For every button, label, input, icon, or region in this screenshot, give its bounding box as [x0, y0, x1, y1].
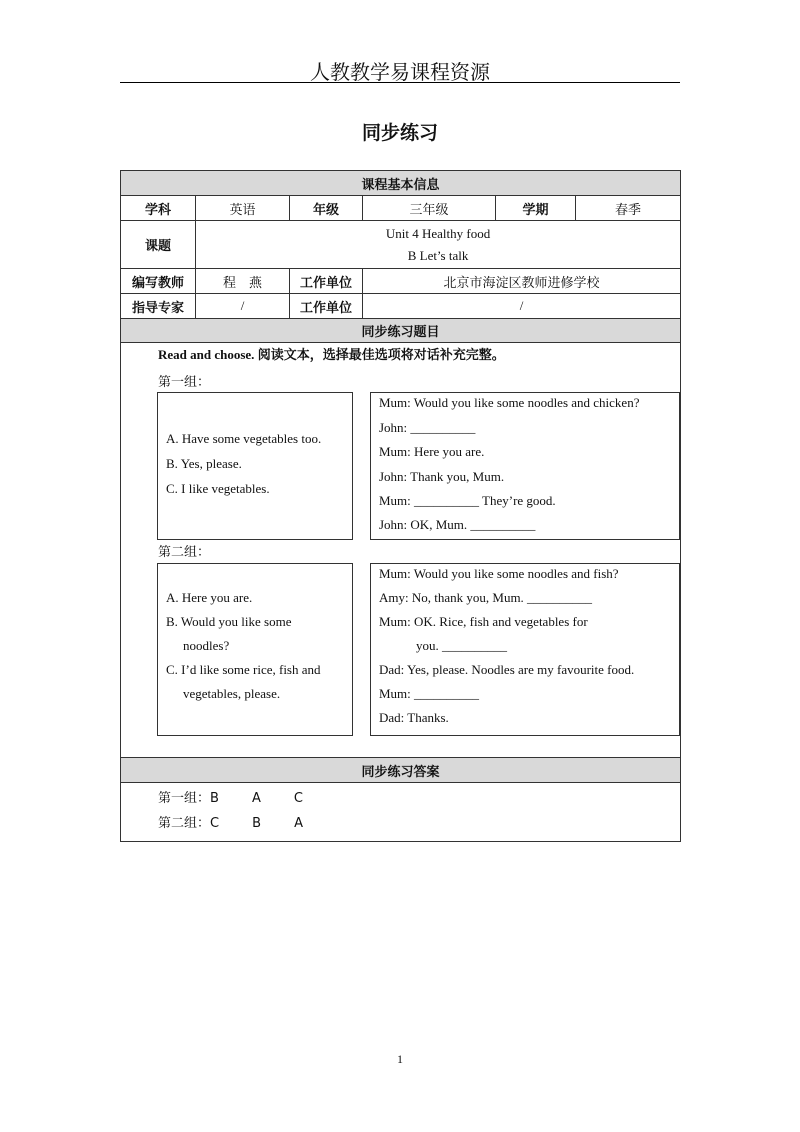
document-header: 人教教学易课程资源 — [310, 60, 490, 84]
page-number: 1 — [397, 1052, 403, 1066]
group2-dialogue-line: Dad: Yes, please. Noodles are my favourite food. — [379, 662, 635, 677]
unit-value: 北京市海淀区教师进修学校 — [363, 269, 681, 294]
topic-value — [196, 221, 681, 269]
instruction-en: Read and choose. — [158, 347, 255, 362]
expert-value: / — [196, 294, 290, 319]
group2-option-a: A. Here you are. — [166, 590, 253, 605]
expert-label: 指导专家 — [121, 294, 196, 319]
group1-dialogue-line: Mum: __________ They’re good. — [379, 493, 556, 508]
topic-label: 课题 — [121, 221, 196, 269]
unit2-value: / — [363, 294, 681, 319]
group1-dialogue-line: John: Thank you, Mum. — [379, 469, 505, 484]
group2-dialogue-line: Mum: OK. Rice, fish and vegetables for — [379, 614, 588, 629]
group1-dialogue-line: Mum: Would you like some noodles and chicken? — [379, 395, 640, 410]
teacher-value: 程 燕 — [196, 269, 290, 294]
answers-cell — [121, 783, 681, 842]
section-answers: 同步练习答案 — [121, 758, 681, 783]
unit-label: 工作单位 — [290, 269, 363, 294]
topic-line-1: Unit 4 Healthy food — [385, 225, 491, 241]
topic-line-2: B Let’s talk — [407, 247, 469, 263]
group1-option-c: C. I like vegetables. — [166, 481, 270, 496]
group2-option-b-cont: noodles? — [183, 638, 230, 653]
group2-option-c: C. I’d like some rice, fish and — [166, 662, 321, 677]
group1-option-b: B. Yes, please. — [166, 456, 242, 471]
group1-option-a: A. Have some vegetables too. — [166, 431, 322, 446]
subject-value: 英语 — [196, 196, 290, 221]
group2-dialogue-line: Mum: Would you like some noodles and fish? — [379, 566, 619, 581]
page-title: 同步练习 — [361, 122, 438, 144]
group1-options-box — [157, 392, 353, 540]
exercise-cell — [121, 343, 681, 758]
group2-option-c-cont: vegetables, please. — [183, 686, 281, 701]
group2-options-box — [157, 563, 353, 736]
header-rule — [120, 82, 680, 83]
term-value: 春季 — [576, 196, 681, 221]
group2-dialogue-box — [370, 563, 680, 736]
group1-dialogue-box — [370, 392, 680, 540]
section-exercise: 同步练习题目 — [121, 319, 681, 343]
term-label: 学期 — [496, 196, 576, 221]
lesson-table — [120, 170, 681, 842]
group2-option-b: B. Would you like some — [166, 614, 292, 629]
subject-label: 学科 — [121, 196, 196, 221]
group1-dialogue-line: John: OK, Mum. __________ — [379, 517, 536, 532]
section-basic-info: 课程基本信息 — [121, 171, 681, 196]
instruction — [158, 344, 505, 363]
grade-value: 三年级 — [363, 196, 496, 221]
group2-dialogue-line: you. __________ — [416, 638, 507, 653]
answer-line-1: 第一组：B A C — [158, 791, 304, 806]
answer-line-2: 第二组：C B A — [158, 816, 304, 831]
group2-dialogue-line: Amy: No, thank you, Mum. __________ — [379, 590, 593, 605]
group2-dialogue-line: Mum: __________ — [379, 686, 480, 701]
instruction-zh: 阅读文本，选择最佳选项将对话补充完整。 — [257, 348, 505, 363]
group1-dialogue-line: John: __________ — [379, 420, 476, 435]
unit2-label: 工作单位 — [290, 294, 363, 319]
group1-dialogue-line: Mum: Here you are. — [379, 444, 485, 459]
teacher-label: 编写教师 — [121, 269, 196, 294]
grade-label: 年级 — [290, 196, 363, 221]
group2-label: 第二组： — [158, 545, 211, 560]
group1-label: 第一组： — [158, 375, 211, 390]
group2-dialogue-line: Dad: Thanks. — [379, 710, 449, 725]
